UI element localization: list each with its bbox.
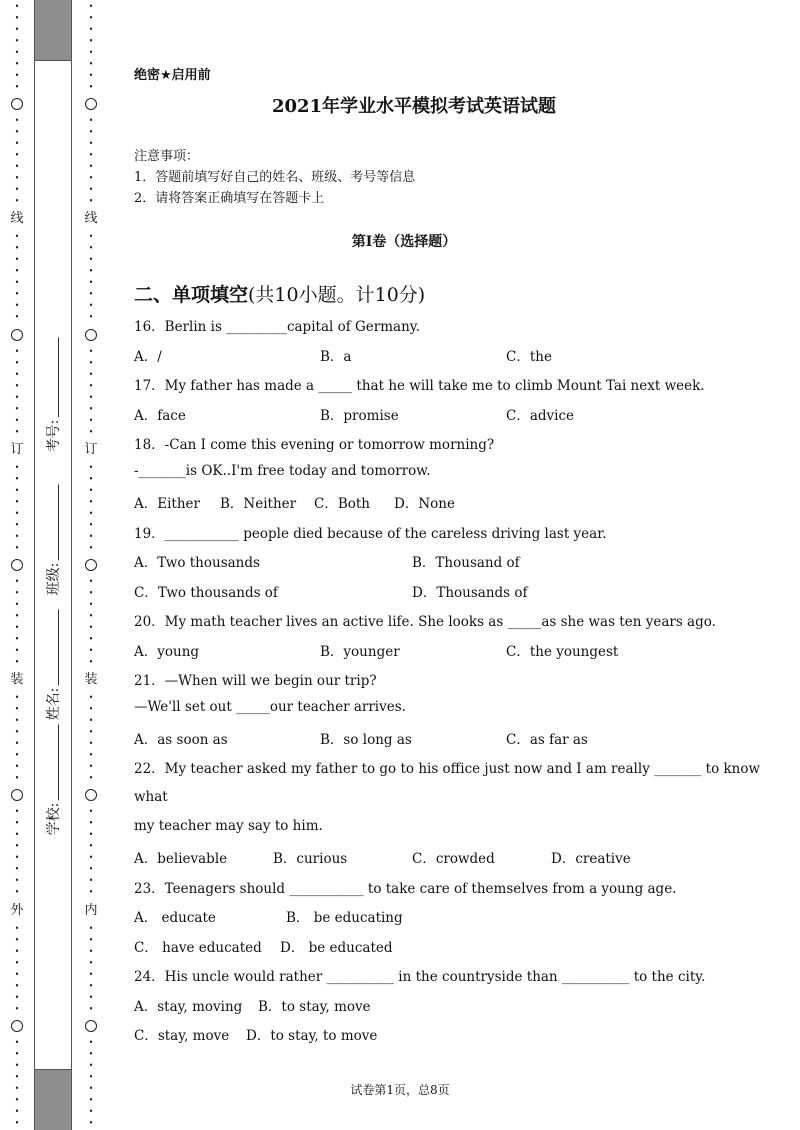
option[interactable]: A． educate: [134, 910, 216, 926]
circle-mark: [11, 1020, 23, 1032]
question-18-reply: -_______is OK..I'm free today and tomorrow.: [134, 463, 431, 479]
cut-char: 订: [10, 441, 24, 457]
question-22-line2: what: [134, 789, 168, 805]
instructions-title: 注意事项：: [134, 149, 200, 164]
cut-char: 内: [84, 902, 98, 918]
cut-char: 装: [10, 672, 24, 688]
option[interactable]: B．so long as: [320, 732, 412, 748]
circle-mark: [11, 559, 23, 571]
option[interactable]: C．the youngest: [506, 644, 619, 660]
option[interactable]: C．Two thousands of: [134, 585, 278, 601]
question-22-line3: my teacher may say to him.: [134, 818, 323, 834]
circle-mark: [85, 789, 97, 801]
option[interactable]: A．Two thousands: [134, 555, 260, 571]
cut-char: 线: [10, 211, 24, 227]
option[interactable]: A．young: [134, 644, 200, 660]
circle-mark: [85, 1020, 97, 1032]
circle-mark: [11, 789, 23, 801]
option[interactable]: C．the: [506, 349, 552, 365]
outer-cut-line: [6, 0, 28, 1130]
question-21-reply: —We'll set out _____our teacher arrives.: [134, 699, 406, 715]
option[interactable]: C．crowded: [412, 851, 495, 867]
option[interactable]: A．face: [134, 408, 186, 424]
inner-cut-line: [80, 0, 102, 1130]
option[interactable]: C．stay, move: [134, 1028, 230, 1044]
option[interactable]: A．believable: [134, 851, 228, 867]
cut-char: 订: [84, 441, 98, 457]
student-info-band: [34, 0, 72, 1130]
option[interactable]: D．None: [394, 496, 455, 512]
circle-mark: [85, 329, 97, 341]
option[interactable]: C．as far as: [506, 732, 588, 748]
school-field[interactable]: 学校:: [43, 725, 63, 836]
option[interactable]: B．a: [320, 349, 352, 365]
option[interactable]: B．Neither: [220, 496, 297, 512]
question-21: 21．—When will we begin our trip?: [134, 673, 377, 689]
exam-number-field[interactable]: 考号:: [43, 338, 63, 453]
option[interactable]: B．Thousand of: [412, 555, 520, 571]
circle-mark: [11, 329, 23, 341]
option[interactable]: A．/: [134, 349, 162, 365]
option[interactable]: D． be educated: [280, 940, 393, 956]
section-heading: [134, 280, 425, 307]
cut-char: 装: [84, 672, 98, 688]
class-field[interactable]: 班级:: [43, 485, 63, 596]
circle-mark: [85, 559, 97, 571]
option[interactable]: A．Either: [134, 496, 200, 512]
instruction-item: 1．答题前填写好自己的姓名、班级、考号等信息: [134, 170, 416, 185]
circle-mark: [11, 98, 23, 110]
option[interactable]: B．younger: [320, 644, 400, 660]
question-24: 24．His uncle would rather __________ in the countryside than __________ to the city.: [134, 969, 706, 985]
option[interactable]: B．to stay, move: [258, 999, 371, 1015]
question-20: 20．My math teacher lives an active life. She looks as _____as she was ten years ago.: [134, 614, 716, 630]
section-subtitle: (共10小题。计10分): [248, 284, 426, 306]
option[interactable]: B．curious: [273, 851, 348, 867]
volume-heading: 第I卷（选择题）: [351, 234, 457, 250]
instruction-item: 2．请将答案正确填写在答题卡上: [134, 191, 325, 206]
option[interactable]: C．advice: [506, 408, 575, 424]
option[interactable]: C．Both: [314, 496, 370, 512]
confidential-label: 绝密★启用前: [134, 68, 211, 83]
option[interactable]: D．Thousands of: [412, 585, 528, 601]
option[interactable]: A．as soon as: [134, 732, 228, 748]
question-17: 17．My father has made a _____ that he will take me to climb Mount Tai next week.: [134, 378, 705, 394]
option[interactable]: D．creative: [551, 851, 631, 867]
question-16: 16．Berlin is _________capital of Germany.: [134, 319, 420, 335]
section-title: 二、单项填空: [134, 284, 249, 306]
binding-strip: [0, 0, 108, 1130]
option[interactable]: B．promise: [320, 408, 399, 424]
option[interactable]: A．stay, moving: [134, 999, 243, 1015]
circle-mark: [85, 98, 97, 110]
option[interactable]: D．to stay, to move: [246, 1028, 378, 1044]
question-22: 22．My teacher asked my father to go to his office just now and I am really _______ to know: [134, 761, 761, 777]
cut-char: 外: [10, 902, 24, 918]
option[interactable]: C． have educated: [134, 940, 262, 956]
page-footer: 试卷第1页，总8页: [350, 1083, 450, 1097]
question-23: 23．Teenagers should ___________ to take care of themselves from a young age.: [134, 881, 677, 897]
cut-char: 线: [84, 211, 98, 227]
instructions: [134, 146, 415, 209]
exam-title: 2021年学业水平模拟考试英语试题: [271, 96, 557, 117]
question-18: 18．-Can I come this evening or tomorrow morning?: [134, 437, 495, 453]
name-field[interactable]: 姓名:: [43, 610, 63, 721]
question-19: 19．___________ people died because of the careless driving last year.: [134, 526, 607, 542]
option[interactable]: B． be educating: [286, 910, 403, 926]
